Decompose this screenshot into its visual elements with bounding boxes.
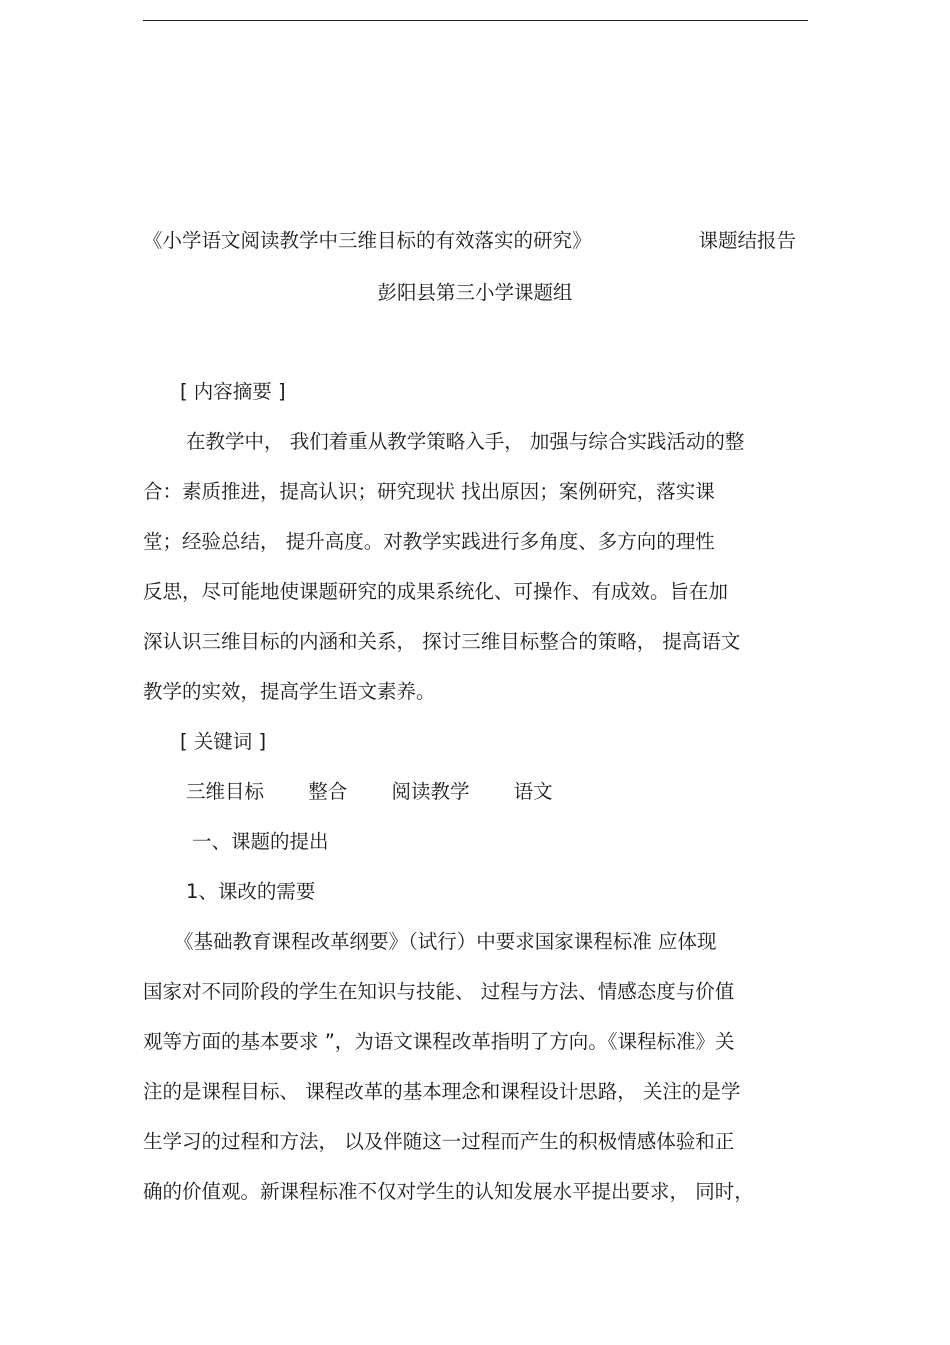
body-line: 注的是课程目标、 课程改革的基本理念和课程设计思路， 关注的是学 <box>143 1080 741 1103</box>
body-line: 确的价值观。新课程标准不仅对学生的认知发展水平提出要求， 同时， <box>143 1180 754 1203</box>
subsection-heading: 1、课改的需要 <box>186 880 316 903</box>
body-line: 《基础教育课程改革纲要》（试行）中要求国家课程标准 应体现 <box>174 930 717 953</box>
section-heading: 一、课题的提出 <box>192 830 329 853</box>
keyword: 三维目标 <box>186 780 265 803</box>
keyword: 语文 <box>513 780 553 803</box>
abstract-line: 教学的实效，提高学生语文素养。 <box>143 680 436 703</box>
abstract-line: 反思，尽可能地使课题研究的成果系统化、可操作、有成效。旨在加 <box>143 580 729 603</box>
abstract-line: 堂；经验总结， 提升高度。对教学实践进行多角度、多方向的理性 <box>143 530 715 553</box>
body-line: 观等方面的基本要求 ”，为语文课程改革指明了方向。《课程标准》关 <box>143 1030 735 1053</box>
body-line: 国家对不同阶段的学生在知识与技能、 过程与方法、情感态度与价值 <box>143 980 735 1003</box>
keyword: 阅读教学 <box>391 780 470 803</box>
body-line: 生学习的过程和方法， 以及伴随这一过程而产生的积极情感体验和正 <box>143 1130 735 1153</box>
abstract-heading: [ 内容摘要 ] <box>180 380 286 403</box>
title-main: 《小学语文阅读教学中三维目标的有效落实的研究》 <box>143 229 592 252</box>
header-rule <box>143 20 808 21</box>
abstract-line: 深认识三维目标的内涵和关系， 探讨三维目标整合的策略， 提高语文 <box>143 630 741 653</box>
keywords-list <box>186 780 851 804</box>
title-suffix: 课题结报告 <box>698 229 796 252</box>
keywords-heading: [ 关键词 ] <box>180 730 267 753</box>
document-title <box>143 229 808 253</box>
abstract-line: 合：素质推进，提高认识；研究现状 找出原因；案例研究，落实课 <box>143 480 715 503</box>
author-group: 彭阳县第三小学课题组 <box>377 281 573 304</box>
abstract-line: 在教学中， 我们着重从教学策略入手， 加强与综合实践活动的整 <box>186 430 745 453</box>
keyword: 整合 <box>308 780 348 803</box>
